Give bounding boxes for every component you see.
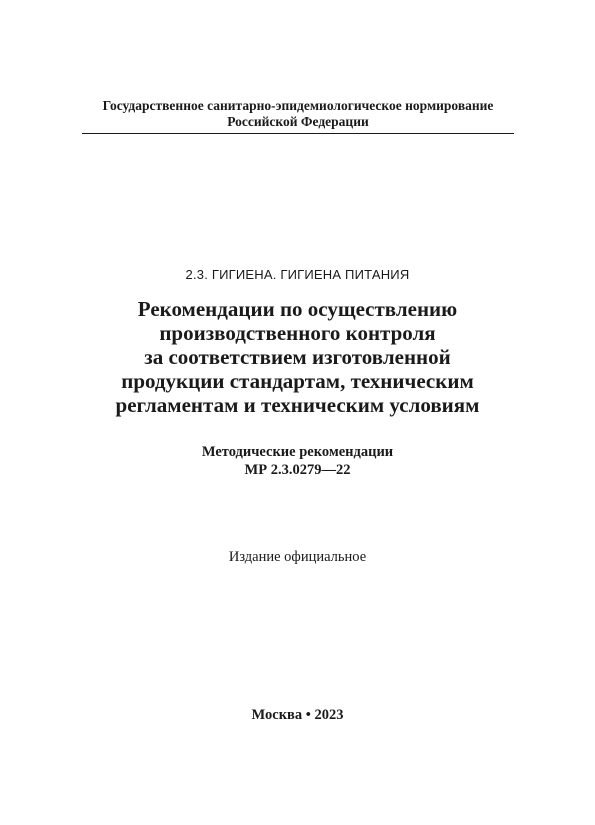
title-line-5: регламентам и техническим условиям <box>115 393 480 417</box>
issuer-line-1: Государственное санитарно-эпидемиологическое нормирование <box>102 98 494 113</box>
issuer-line-2: Российской Федерации <box>227 114 369 129</box>
document-type-label: Методические рекомендации <box>201 444 394 460</box>
document-title <box>0 297 595 417</box>
title-line-3: за соответствием изготовленной <box>144 345 451 369</box>
document-number: МР 2.3.0279—22 <box>244 462 351 478</box>
document-type <box>0 443 595 479</box>
edition-note: Издание официальное <box>228 549 367 565</box>
title-line-2: производственного контроля <box>159 321 436 345</box>
section-heading: 2.3. ГИГИЕНА. ГИГИЕНА ПИТАНИЯ <box>185 267 410 282</box>
title-line-1: Рекомендации по осуществлению <box>137 297 458 321</box>
issuer-header <box>82 98 514 130</box>
title-line-4: продукции стандартам, техническим <box>121 369 474 393</box>
header-divider <box>82 133 514 134</box>
imprint: Москва • 2023 <box>251 707 344 723</box>
